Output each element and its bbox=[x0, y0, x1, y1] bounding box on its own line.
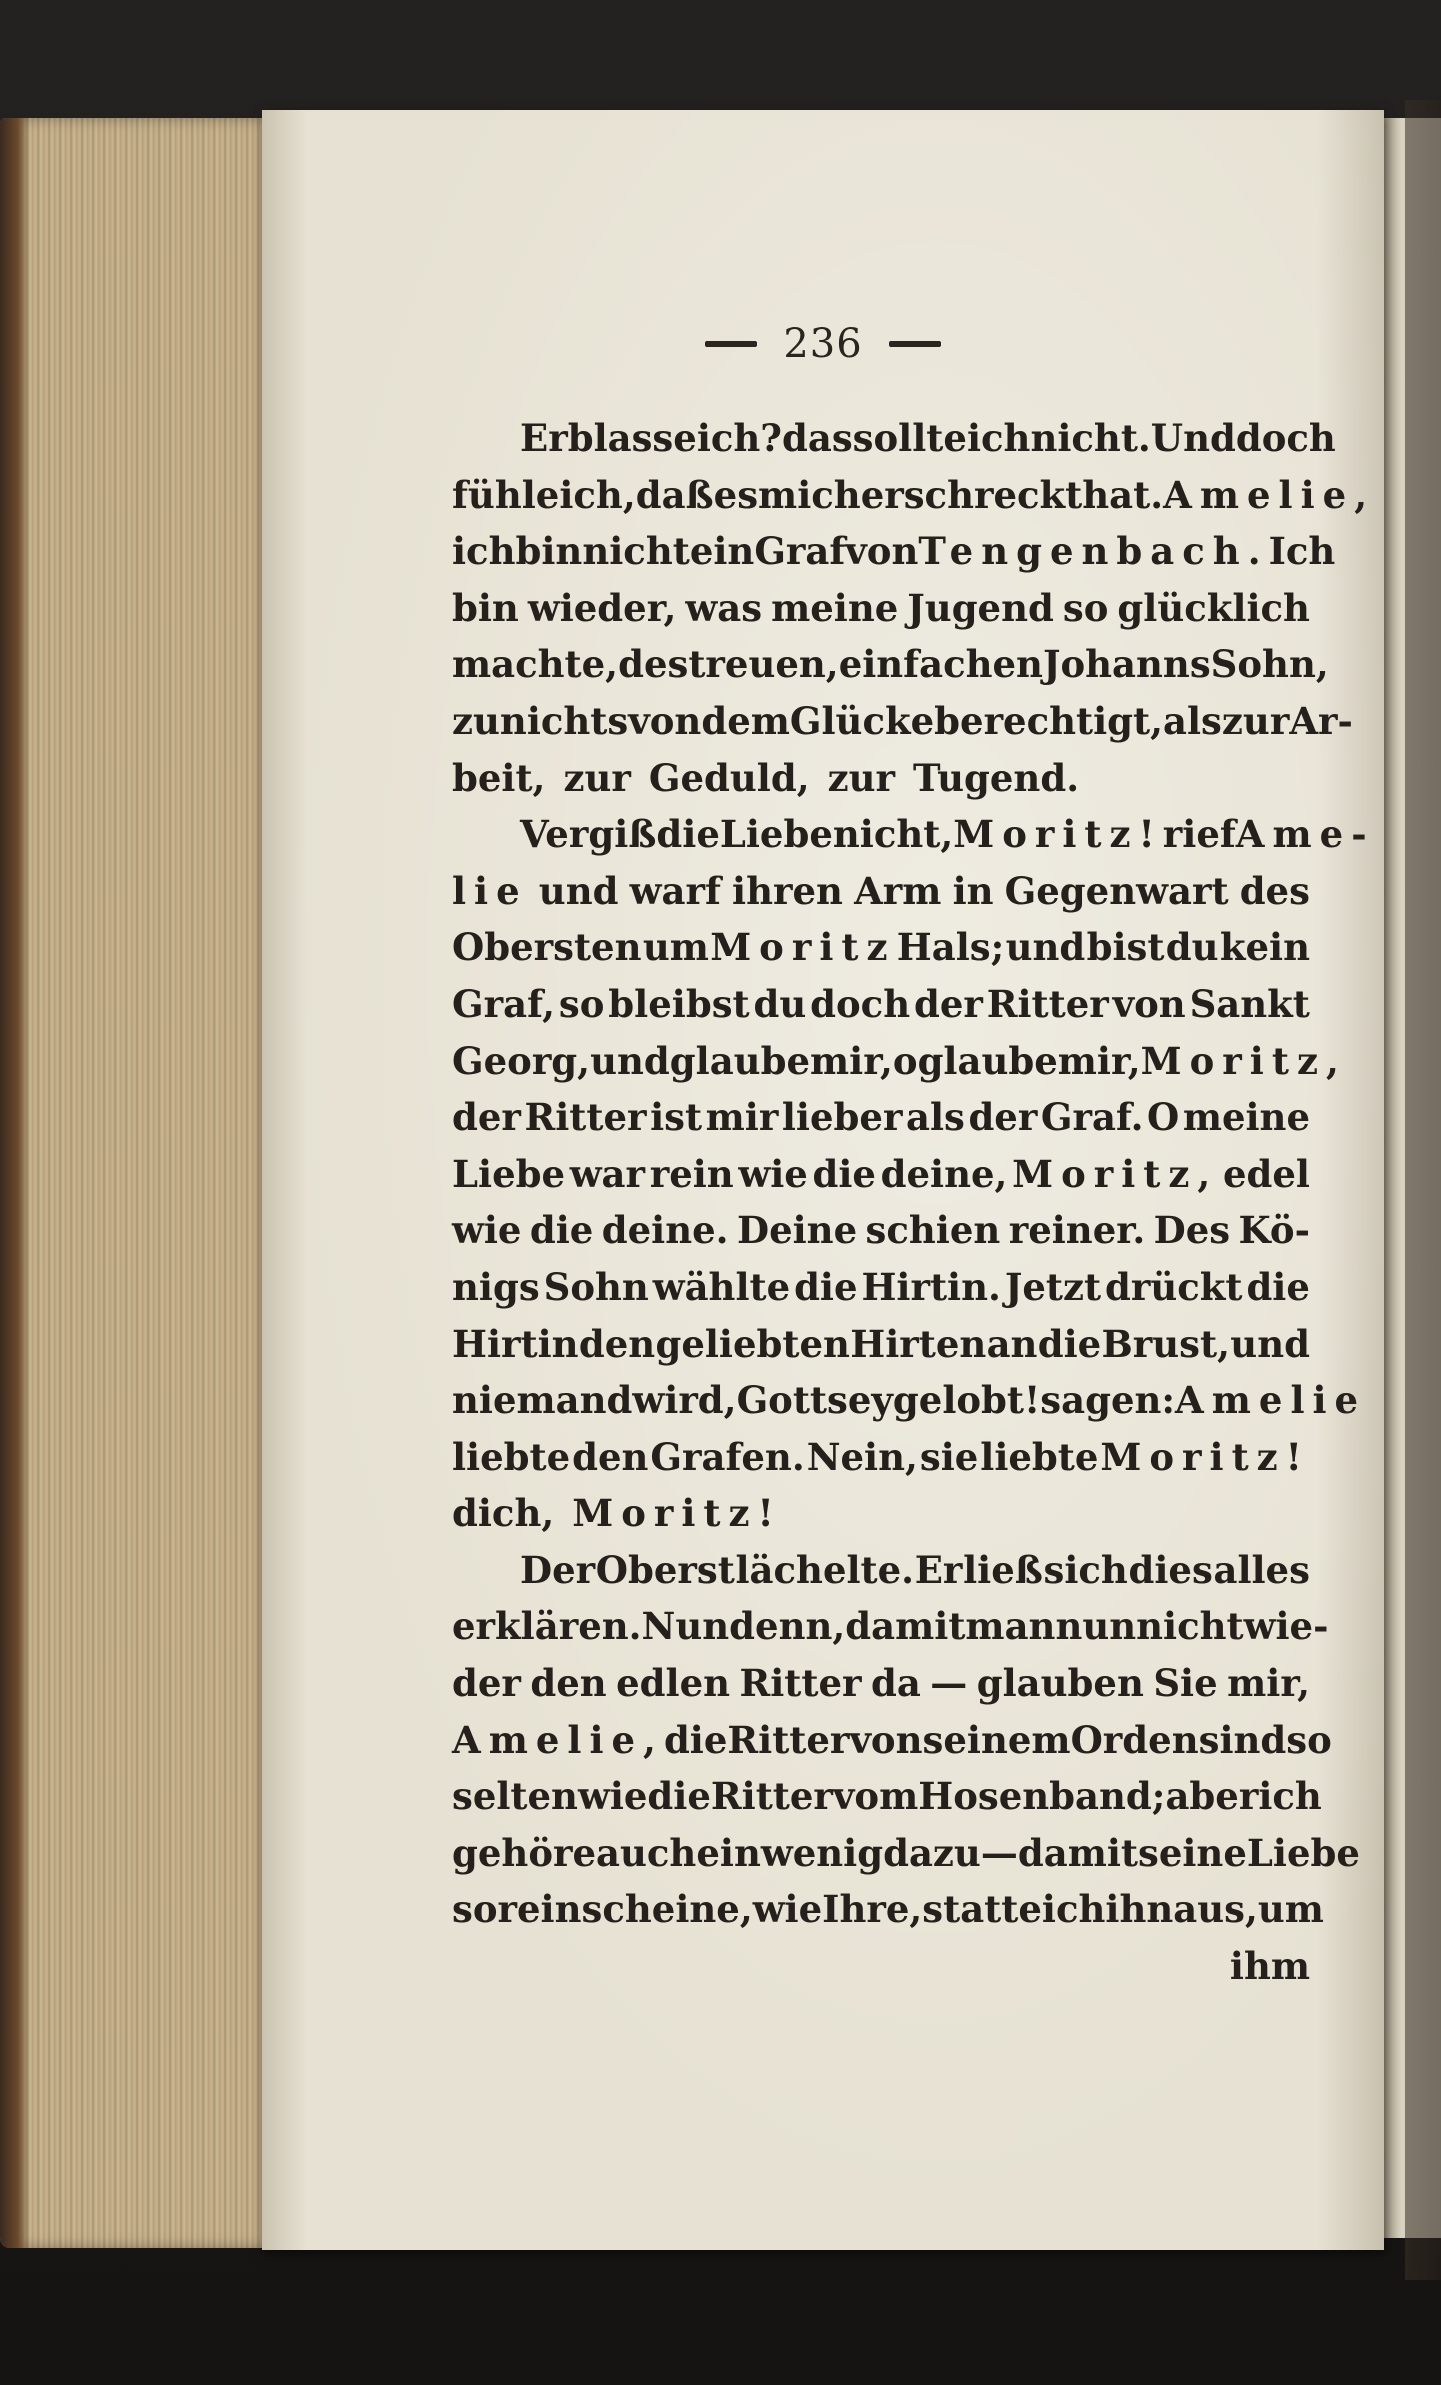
word: Moritz bbox=[710, 925, 896, 970]
word: sie bbox=[919, 1434, 979, 1479]
word: Johanns bbox=[1042, 642, 1211, 687]
word: Gegenwart bbox=[1004, 868, 1229, 913]
word: Graf. bbox=[1040, 1095, 1144, 1140]
header-dash-left bbox=[705, 341, 757, 347]
text-line bbox=[452, 919, 1310, 976]
word: nicht bbox=[582, 529, 690, 574]
word: zur bbox=[827, 755, 895, 800]
text-line bbox=[452, 750, 1310, 807]
word: wenig bbox=[760, 1830, 884, 1875]
word: als bbox=[1163, 698, 1222, 743]
body-text bbox=[452, 410, 1376, 1995]
word: Hirtin bbox=[452, 1321, 579, 1366]
text-line bbox=[452, 1202, 1310, 1259]
word: daß bbox=[635, 472, 714, 517]
word: Ar- bbox=[1289, 698, 1353, 743]
word: Oberst bbox=[595, 1547, 735, 1592]
word: mir, bbox=[1227, 1661, 1310, 1706]
text-line bbox=[452, 580, 1310, 637]
word: o bbox=[892, 1038, 918, 1083]
word: glücklich bbox=[1117, 585, 1310, 630]
word: erklären. bbox=[452, 1604, 642, 1649]
word: rein bbox=[497, 1887, 582, 1932]
word: Vergiß bbox=[520, 812, 657, 857]
word: Graf bbox=[754, 529, 846, 574]
word: doch bbox=[1235, 416, 1336, 460]
word: ich bbox=[1258, 1774, 1322, 1819]
text-line bbox=[452, 1881, 1324, 1938]
word: Und bbox=[1150, 416, 1236, 460]
word: — bbox=[980, 1830, 1018, 1875]
word: dies bbox=[1128, 1547, 1213, 1592]
text-line bbox=[452, 1485, 1310, 1542]
word: schien bbox=[865, 1208, 1001, 1253]
word: sind bbox=[1198, 1717, 1287, 1762]
word: Georg, bbox=[452, 1038, 591, 1083]
word: von bbox=[628, 698, 702, 743]
word: lieber bbox=[781, 1095, 903, 1140]
word: seinem bbox=[922, 1717, 1071, 1762]
word: denn, bbox=[729, 1604, 846, 1649]
word: glauben bbox=[976, 1661, 1144, 1706]
text-line bbox=[452, 1089, 1310, 1146]
word: O bbox=[1147, 1095, 1180, 1140]
catchword: ihm bbox=[1229, 1944, 1310, 1989]
text-line bbox=[452, 693, 1353, 750]
word: glaube bbox=[669, 1038, 810, 1083]
word: Des bbox=[1153, 1208, 1231, 1253]
word: war bbox=[569, 1151, 646, 1196]
word: seine bbox=[1138, 1830, 1247, 1875]
word: ihn bbox=[1105, 1887, 1174, 1932]
word: wird, bbox=[632, 1378, 737, 1423]
word: bin bbox=[452, 585, 519, 630]
word: nichts bbox=[499, 698, 629, 743]
word: liebte bbox=[980, 1434, 1099, 1479]
word: Moritz! bbox=[1100, 1434, 1310, 1479]
word: zur bbox=[563, 755, 631, 800]
word: den bbox=[578, 1321, 656, 1366]
word: ließ bbox=[963, 1547, 1043, 1592]
word: Jetzt bbox=[1004, 1264, 1102, 1309]
word: Liebe bbox=[452, 1151, 566, 1196]
word: glaube bbox=[917, 1038, 1058, 1083]
word: geliebten bbox=[655, 1321, 850, 1366]
word: der bbox=[452, 1661, 521, 1706]
word: das bbox=[781, 416, 853, 460]
word: es bbox=[713, 472, 759, 517]
word: niemand bbox=[452, 1378, 633, 1423]
word: Hosenband; bbox=[918, 1774, 1166, 1819]
word: scheine, bbox=[581, 1887, 753, 1932]
word: Brust, bbox=[1101, 1321, 1230, 1366]
word: Moritz, bbox=[1012, 1151, 1219, 1196]
word: um bbox=[1257, 1887, 1324, 1932]
word: damit bbox=[845, 1604, 966, 1649]
word: kein bbox=[1219, 925, 1310, 970]
word: wie bbox=[577, 1774, 648, 1819]
word: hat. bbox=[1082, 472, 1164, 517]
word: Amelie bbox=[1175, 1378, 1367, 1423]
word: und bbox=[1230, 1321, 1310, 1366]
word: die bbox=[656, 812, 720, 857]
text-line bbox=[452, 806, 1375, 863]
word: Ame- bbox=[1235, 812, 1375, 857]
word: liebte bbox=[452, 1434, 571, 1479]
word: Orden bbox=[1070, 1717, 1199, 1762]
word: lie bbox=[452, 868, 528, 913]
word: statte bbox=[922, 1887, 1042, 1932]
word: den bbox=[572, 1434, 649, 1479]
text-line bbox=[452, 1316, 1310, 1373]
text-line bbox=[452, 1033, 1347, 1090]
word: du bbox=[753, 981, 807, 1026]
text-line bbox=[452, 1429, 1310, 1486]
word: dazu bbox=[883, 1830, 981, 1875]
word: rein bbox=[649, 1151, 734, 1196]
word: dem bbox=[701, 698, 790, 743]
word: meine bbox=[1182, 1095, 1310, 1140]
word: erschreckt bbox=[860, 472, 1083, 517]
word: Deine bbox=[736, 1208, 858, 1253]
word: aber bbox=[1165, 1774, 1259, 1819]
word: vom bbox=[832, 1774, 919, 1819]
word: alles bbox=[1213, 1547, 1310, 1592]
word: Der bbox=[520, 1547, 596, 1592]
word: Jugend bbox=[907, 585, 1054, 630]
word: deine. bbox=[601, 1208, 729, 1253]
word: gelobt! bbox=[892, 1378, 1041, 1423]
word: fühle bbox=[452, 472, 560, 517]
word: zur bbox=[1221, 698, 1290, 743]
word: so bbox=[1286, 1717, 1332, 1762]
word: Er bbox=[914, 1547, 963, 1592]
text-line bbox=[452, 523, 1336, 580]
word: selten bbox=[452, 1774, 578, 1819]
word: Hirten bbox=[850, 1321, 987, 1366]
word: was bbox=[685, 585, 763, 630]
word: von bbox=[845, 529, 919, 574]
word: nigs bbox=[452, 1264, 540, 1309]
word: Nun bbox=[641, 1604, 730, 1649]
word: nicht, bbox=[832, 812, 954, 857]
word: und bbox=[538, 868, 619, 913]
word: mir bbox=[705, 1095, 779, 1140]
word: treuen, bbox=[688, 642, 839, 687]
word: wählte bbox=[652, 1264, 791, 1309]
word: ein bbox=[696, 1830, 761, 1875]
book-cover-edge bbox=[0, 118, 30, 2248]
word: um bbox=[642, 925, 709, 970]
word: des bbox=[1239, 868, 1310, 913]
word: mir, bbox=[809, 1038, 893, 1083]
word: Ritter bbox=[710, 1774, 833, 1819]
text-line bbox=[452, 636, 1329, 693]
word: du bbox=[1165, 925, 1219, 970]
word: der bbox=[913, 981, 983, 1026]
text-line bbox=[452, 1146, 1310, 1203]
word: die bbox=[1037, 1321, 1102, 1366]
word: sich bbox=[1043, 1547, 1128, 1592]
word: berechtigt, bbox=[934, 698, 1164, 743]
word: wie bbox=[752, 1887, 823, 1932]
text-line bbox=[452, 1542, 1310, 1599]
word: so bbox=[1062, 585, 1109, 630]
word: reiner. bbox=[1008, 1208, 1146, 1253]
page-header bbox=[262, 318, 1384, 367]
word: Moritz, bbox=[1140, 1038, 1347, 1083]
word: wieder, bbox=[527, 585, 677, 630]
word: Sohn, bbox=[1210, 642, 1329, 687]
word: doch bbox=[810, 981, 911, 1026]
word: Amelie, bbox=[452, 1717, 664, 1762]
word: ich? bbox=[696, 416, 782, 460]
word: Geduld, bbox=[648, 755, 810, 800]
word: rief bbox=[1162, 812, 1236, 857]
word: meine bbox=[771, 585, 899, 630]
word: damit bbox=[1017, 1830, 1138, 1875]
word: zu bbox=[452, 698, 500, 743]
word: ihren bbox=[732, 868, 843, 913]
word: Amelie, bbox=[1163, 472, 1376, 517]
word: machte, bbox=[452, 642, 619, 687]
word: Glücke bbox=[789, 698, 935, 743]
word: auch bbox=[596, 1830, 697, 1875]
word: Liebe bbox=[1246, 1830, 1360, 1875]
word: ich bbox=[1041, 1887, 1106, 1932]
text-line bbox=[452, 1259, 1310, 1316]
text-line bbox=[452, 1655, 1310, 1712]
word: da bbox=[870, 1661, 921, 1706]
word: die bbox=[1246, 1264, 1310, 1309]
word: Ritter bbox=[739, 1661, 862, 1706]
book-page-edges bbox=[0, 118, 275, 2248]
word: so bbox=[558, 981, 605, 1026]
word: Nein, bbox=[806, 1434, 918, 1479]
word: an bbox=[986, 1321, 1038, 1366]
word: Hirtin. bbox=[861, 1264, 1001, 1309]
word: in bbox=[952, 868, 994, 913]
word: Tugend. bbox=[912, 755, 1080, 800]
text-line bbox=[452, 467, 1376, 524]
word: gehöre bbox=[452, 1830, 597, 1875]
text-line bbox=[452, 410, 1336, 467]
word: Obersten bbox=[452, 925, 642, 970]
word: sagen: bbox=[1040, 1378, 1176, 1423]
word: drückt bbox=[1104, 1264, 1243, 1309]
word: Ritter bbox=[727, 1717, 850, 1762]
word: nun bbox=[1055, 1604, 1137, 1649]
word: ein bbox=[689, 529, 755, 574]
word: beit, bbox=[452, 755, 546, 800]
word: dich, bbox=[452, 1491, 555, 1536]
word: Gott bbox=[736, 1378, 828, 1423]
word: die bbox=[647, 1774, 711, 1819]
word: der bbox=[452, 1095, 521, 1140]
text-line bbox=[452, 863, 1310, 920]
text-line bbox=[452, 1598, 1329, 1655]
word: wie bbox=[738, 1151, 808, 1196]
word: Erblasse bbox=[520, 416, 697, 460]
word: man bbox=[965, 1604, 1056, 1649]
word: — bbox=[930, 1661, 968, 1706]
word: nicht. bbox=[1030, 416, 1151, 460]
word: Sohn bbox=[543, 1264, 649, 1309]
text-line bbox=[452, 1825, 1360, 1882]
word: bin bbox=[515, 529, 583, 574]
word: den bbox=[530, 1661, 607, 1706]
word: und bbox=[590, 1038, 670, 1083]
word: nicht bbox=[1136, 1604, 1244, 1649]
word: mir, bbox=[1057, 1038, 1141, 1083]
word: wie bbox=[452, 1208, 522, 1253]
text-line bbox=[452, 1372, 1367, 1429]
page-number: 236 bbox=[783, 321, 863, 367]
word: Sankt bbox=[1189, 981, 1310, 1026]
word: von bbox=[1112, 981, 1186, 1026]
word: als bbox=[906, 1095, 965, 1140]
word: Grafen. bbox=[650, 1434, 805, 1479]
word: der bbox=[968, 1095, 1038, 1140]
word: aus, bbox=[1173, 1887, 1258, 1932]
word: lächelte. bbox=[735, 1547, 915, 1592]
word: einfachen bbox=[838, 642, 1043, 687]
word: sollte bbox=[852, 416, 967, 460]
word: edlen bbox=[616, 1661, 731, 1706]
word: Sie bbox=[1153, 1661, 1218, 1706]
word: Ritter bbox=[986, 981, 1109, 1026]
word: so bbox=[452, 1887, 498, 1932]
word: und bbox=[1005, 925, 1086, 970]
word: bist bbox=[1086, 925, 1165, 970]
word: Ritter bbox=[524, 1095, 647, 1140]
word: Kö- bbox=[1238, 1208, 1310, 1253]
text-line bbox=[452, 976, 1310, 1033]
word: die bbox=[794, 1264, 858, 1309]
word: ist bbox=[650, 1095, 703, 1140]
word: die bbox=[812, 1151, 876, 1196]
word: Ihre, bbox=[822, 1887, 923, 1932]
word: warf bbox=[629, 868, 721, 913]
right-cover-shadow bbox=[1405, 100, 1441, 2280]
word: ich bbox=[966, 416, 1031, 460]
word: sey bbox=[827, 1378, 893, 1423]
word: ich bbox=[452, 529, 516, 574]
text-line bbox=[452, 1712, 1332, 1769]
word: edel bbox=[1222, 1151, 1310, 1196]
word: von bbox=[849, 1717, 923, 1762]
word: mich bbox=[758, 472, 861, 517]
word: Hals; bbox=[896, 925, 1005, 970]
word: Moritz! bbox=[953, 812, 1163, 857]
word: Tengenbach. bbox=[918, 529, 1269, 574]
word: Ich bbox=[1268, 529, 1336, 574]
word: bleibst bbox=[608, 981, 750, 1026]
word: Moritz! bbox=[572, 1491, 782, 1536]
word: deine, bbox=[880, 1151, 1008, 1196]
header-dash-right bbox=[889, 341, 941, 347]
word: Graf, bbox=[452, 981, 556, 1026]
text-line bbox=[452, 1768, 1322, 1825]
word: wie- bbox=[1243, 1604, 1329, 1649]
word: Arm bbox=[854, 868, 942, 913]
word: ich, bbox=[559, 472, 636, 517]
word: Liebe bbox=[719, 812, 833, 857]
word: des bbox=[618, 642, 689, 687]
word: die bbox=[529, 1208, 594, 1253]
word: die bbox=[663, 1717, 728, 1762]
